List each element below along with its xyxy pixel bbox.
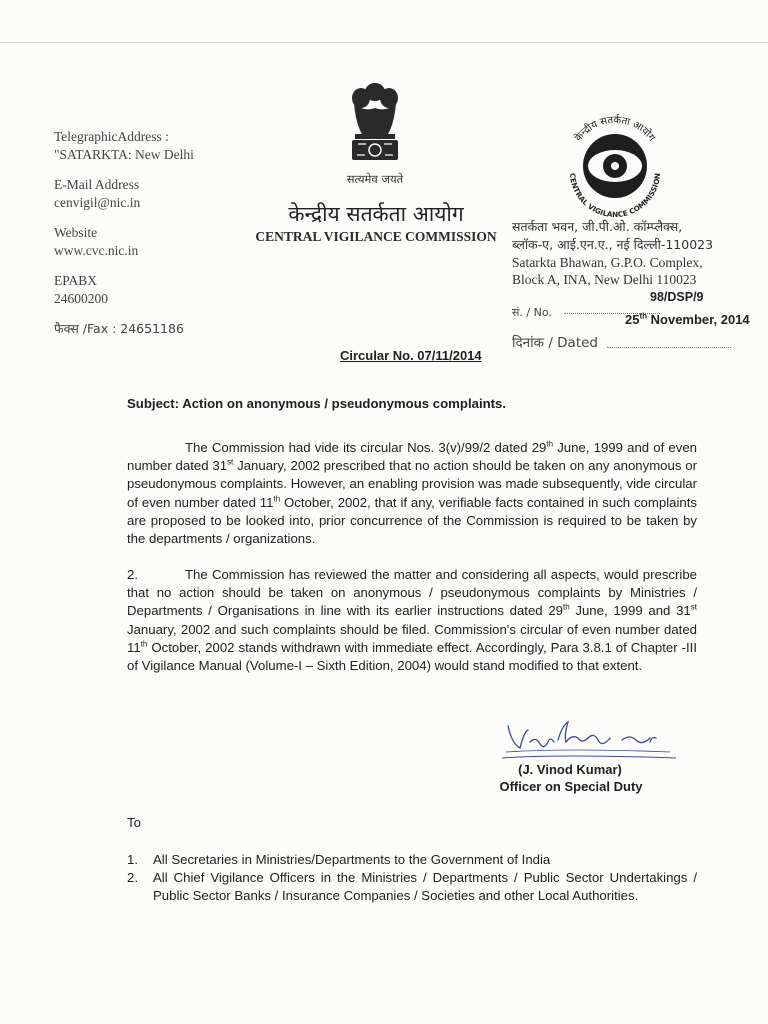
signatory-designation: Officer on Special Duty (499, 779, 643, 794)
email-label: E-Mail Address (54, 177, 140, 192)
dated-dots (607, 347, 731, 348)
issue-date: 25th November, 2014 (625, 311, 750, 327)
org-name-hindi: केन्द्रीय सतर्कता आयोग (288, 202, 464, 226)
address-hindi-line-2: ब्लॉक-ए, आई.एन.ए., नई दिल्ली-110023 (512, 237, 714, 252)
list-item-text: All Chief Vigilance Officers in the Ministries / Departments / Public Sector Undertakings / Public Sector Banks / Insurance Companies / Societies and other Local Authorities. (153, 870, 697, 904)
list-item-number: 1. (127, 852, 138, 867)
telegraphic-label: TelegraphicAddress : (54, 129, 169, 144)
website-value: www.cvc.nic.in (54, 243, 139, 258)
ref-no-label: सं. / No. (512, 306, 552, 319)
dated-label: दिनांक / Dated (512, 335, 598, 351)
contact-block (54, 128, 244, 338)
cvc-seal-logo (556, 104, 674, 224)
telegraphic-value: "SATARKTA: New Delhi (54, 147, 194, 162)
top-edge-line (0, 42, 768, 43)
epabx-value: 24600200 (54, 291, 108, 306)
ref-no-value: 98/DSP/9 (650, 290, 704, 304)
list-item (127, 851, 697, 869)
address-hindi-line-1: सतर्कता भवन, जी.पी.ओ. कॉम्प्लैक्स, (512, 219, 683, 234)
paragraph-2-number: 2. (127, 567, 138, 582)
recipient-list (127, 851, 697, 906)
list-item-text: All Secretaries in Ministries/Departments to the Government of India (153, 852, 551, 867)
national-emblem-icon (340, 78, 410, 170)
signatory-name: (J. Vinod Kumar) (518, 762, 622, 777)
address-english-line-2: Block A, INA, New Delhi 110023 (512, 272, 697, 287)
circular-title: Circular No. 07/11/2014 (340, 348, 482, 363)
epabx-label: EPABX (54, 273, 98, 288)
list-item-number: 2. (127, 870, 138, 886)
subject-line: Subject: Action on anonymous / pseudonymous complaints. (127, 396, 507, 411)
motto: सत्यमेव जयते (346, 172, 404, 186)
list-item (127, 869, 697, 905)
to-label: To (127, 815, 141, 830)
website-label: Website (54, 225, 98, 240)
address-english-line-1: Satarkta Bhawan, G.P.O. Complex, (512, 255, 703, 270)
fax-line: फैक्स /Fax : 24651186 (54, 321, 184, 336)
paragraph-1: The Commission had vide its circular Nos. 3(v)/99/2 dated 29th June, 1999 and of even number dated 31st January, 2002 prescribed that no action should be taken on any anonymous or pseudonymous complaints. However, an enabling provision was made subsequently, vide circular of even number dated 11th October, 2002, that if any, verifiable facts contained in such complaints are proposed to be looked into, prior concurrence of the Commission is required to be taken by the departments / organizations. (127, 439, 698, 547)
svg-text:केन्द्रीय सतर्कता आयोग: केन्द्रीय सतर्कता आयोग (573, 114, 657, 144)
handwritten-signature (500, 718, 680, 768)
org-name-english: CENTRAL VIGILANCE COMMISSION (255, 229, 497, 244)
email-value: cenvigil@nic.in (54, 195, 141, 210)
paragraph-2: 2. The Commission has reviewed the matter and considering all aspects, would prescribe that no action should be taken on anonymous / pseudonymous complaints by Ministries / Departments / Organisations in line with its earlier instructions dated 29th June, 1999 and 31st January, 2002 and such complaints should be filed. Commission's circular of even number dated 11th October, 2002 stands withdrawn with immediate effect. Accordingly, Para 3.8.1 of Chapter -III of Vigilance Manual (Volume-I – Sixth Edition, 2004) would stand modified to that extent. (127, 567, 697, 674)
svg-text:CENTRAL VIGILANCE COMMISSION: CENTRAL VIGILANCE COMMISSION (567, 172, 663, 220)
address-english (512, 254, 752, 288)
address-hindi (512, 218, 752, 254)
